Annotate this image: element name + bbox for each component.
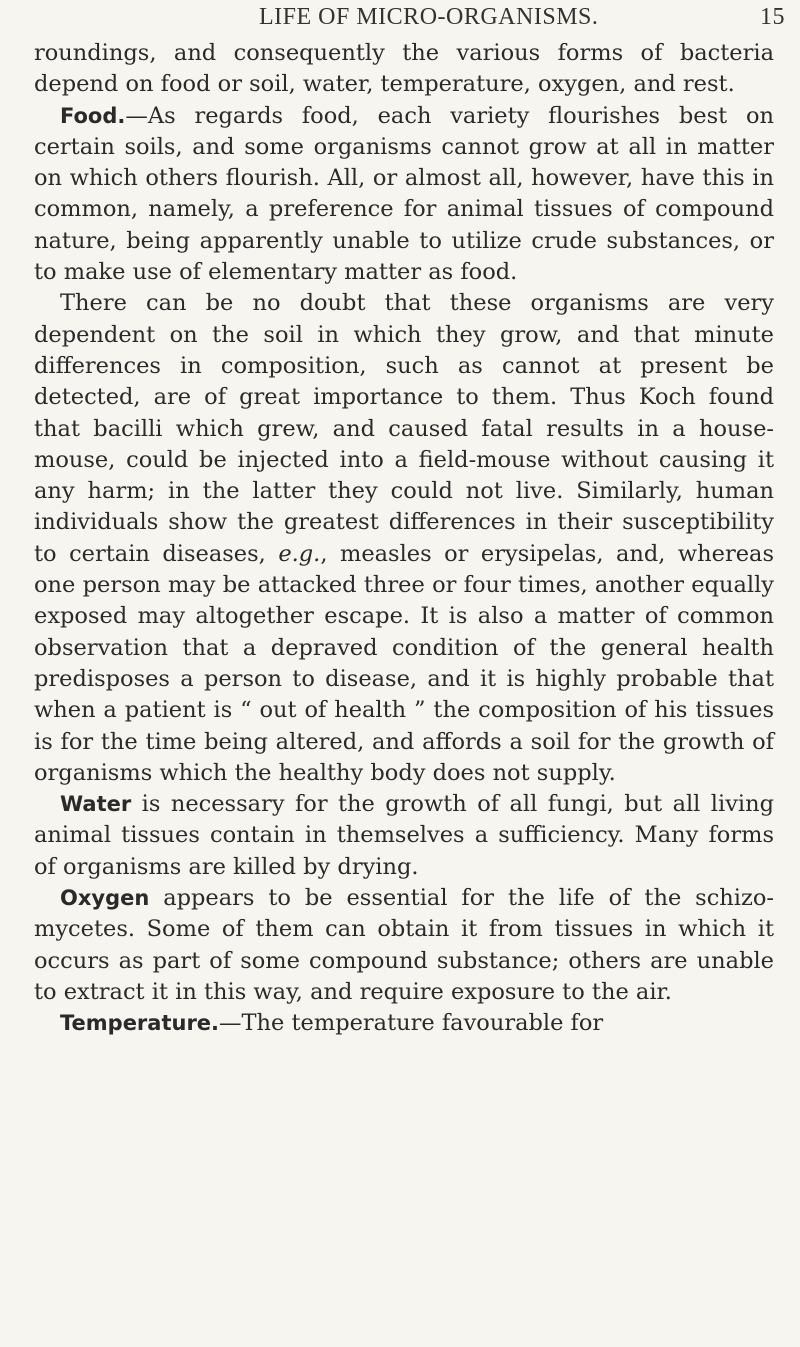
running-head bbox=[34, 4, 785, 38]
paragraph-soil-dependence bbox=[34, 288, 774, 789]
paragraph-continuation bbox=[34, 38, 774, 101]
paragraph-text: is necessary for the growth of all fungi, but all living animal tissues contain in themselves a sufficiency. Many forms of organisms are killed by drying. bbox=[34, 791, 774, 880]
run-in-heading-temperature: Temperature. bbox=[60, 1011, 220, 1036]
body-text bbox=[34, 38, 774, 1040]
run-in-heading-water: Water bbox=[60, 792, 132, 817]
paragraph-oxygen bbox=[34, 883, 774, 1008]
page-number: 15 bbox=[760, 4, 785, 30]
paragraph-text: appears to be essential for the life of the schizo-mycetes. Some of them can obtain it from tissues in which it occurs as part of some compound substance; others are unable to extract it in this way, and require exposure to the air. bbox=[34, 885, 774, 1005]
italic-abbreviation: e.g. bbox=[278, 540, 321, 567]
run-in-heading-oxygen: Oxygen bbox=[60, 886, 150, 911]
running-head-title: LIFE OF MICRO-ORGANISMS. bbox=[259, 4, 599, 30]
paragraph-text: —The temperature favourable for bbox=[219, 1010, 604, 1037]
paragraph-temperature bbox=[34, 1008, 774, 1039]
paragraph-text: , measles or erysipelas, and, whereas one person may be attacked three or four times, another equally exposed may altogether escape. It is also a matter of common observation that a depraved condition of the general health predisposes a person to disease, and it is highly probable that when a patient is “ out of health ” the composition of his tissues is for the time being altered, and affords a soil for the growth of organisms which the healthy body does not supply. bbox=[34, 540, 775, 786]
paragraph-water bbox=[34, 789, 774, 883]
paragraph-food bbox=[34, 101, 774, 289]
paragraph-text: There can be no doubt that these organisms are very dependent on the soil in which they grow, and that minute differences in composition, such as cannot at present be detected, are of great importance to them. Thus Koch found that bacilli which grew, and caused fatal results in a house-mouse, could be injected into a field-mouse without causing it any harm; in the latter they could not live. Similarly, human individuals show the greatest differences in their susceptibility to certain diseases, bbox=[34, 290, 774, 567]
paragraph-text: —As regards food, each variety flourishes best on certain soils, and some organisms cannot grow at all in matter on which others flourish. All, or almost all, however, have this in common, namely, a preference for animal tissues of compound nature, being apparently unable to utilize crude substances, or to make use of elementary matter as food. bbox=[34, 102, 774, 286]
paragraph-text: roundings, and consequently the various forms of bacteria depend on food or soil, water, temperature, oxygen, and rest. bbox=[34, 40, 774, 98]
run-in-heading-food: Food. bbox=[60, 103, 126, 128]
